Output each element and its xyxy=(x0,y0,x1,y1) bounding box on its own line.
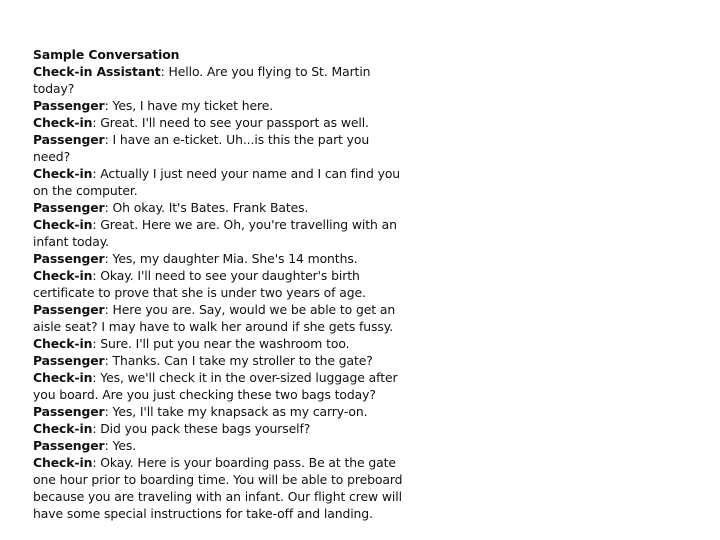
dialogue-line xyxy=(33,250,403,267)
dialogue-text: : Here you are. Say, would we be able to get an aisle seat? I may have to walk her around if she gets fussy. xyxy=(33,302,396,334)
dialogue-line xyxy=(33,114,403,131)
speaker-label: Check-in xyxy=(33,421,93,436)
speaker-label: Passenger xyxy=(33,132,105,147)
dialogue-line xyxy=(33,403,403,420)
speaker-label: Check-in xyxy=(33,370,93,385)
dialogue-text: : Thanks. Can I take my stroller to the gate? xyxy=(104,353,373,368)
speaker-label: Passenger xyxy=(33,302,105,317)
dialogue-text: : Yes, my daughter Mia. She's 14 months. xyxy=(104,251,358,266)
dialogue-text: : Oh okay. It's Bates. Frank Bates. xyxy=(104,200,309,215)
dialogue-line xyxy=(33,97,403,114)
speaker-label: Check-in Assistant xyxy=(33,64,161,79)
speaker-label: Check-in xyxy=(33,336,93,351)
speaker-label: Check-in xyxy=(33,268,93,283)
speaker-label: Passenger xyxy=(33,404,105,419)
dialogue-line xyxy=(33,267,403,301)
dialogue-line xyxy=(33,216,403,250)
dialogue-text: : Okay. I'll need to see your daughter's birth certificate to prove that she is under two years of age. xyxy=(33,268,366,300)
speaker-label: Check-in xyxy=(33,115,93,130)
dialogue-line xyxy=(33,454,403,522)
conversation-title: Sample Conversation xyxy=(33,47,180,62)
dialogue-line xyxy=(33,437,403,454)
conversation-text-block xyxy=(33,46,403,522)
dialogue-line xyxy=(33,301,403,335)
dialogue-line xyxy=(33,420,403,437)
dialogue-line xyxy=(33,199,403,216)
speaker-label: Check-in xyxy=(33,217,93,232)
speaker-label: Passenger xyxy=(33,251,105,266)
dialogue-line xyxy=(33,369,403,403)
dialogue-text: : Great. I'll need to see your passport as well. xyxy=(92,115,369,130)
dialogue-text: : Yes, I have my ticket here. xyxy=(104,98,274,113)
speaker-label: Passenger xyxy=(33,200,105,215)
dialogue-line xyxy=(33,131,403,165)
dialogue-text: : Sure. I'll put you near the washroom too. xyxy=(92,336,350,351)
speaker-label: Passenger xyxy=(33,98,105,113)
dialogue-line xyxy=(33,165,403,199)
dialogue-line xyxy=(33,352,403,369)
dialogue-line xyxy=(33,335,403,352)
dialogue-text: : Hello. Are you flying to St. Martin today? xyxy=(33,64,371,96)
dialogue-text: : I have an e-ticket. Uh...is this the part you need? xyxy=(33,132,370,164)
speaker-label: Check-in xyxy=(33,166,93,181)
speaker-label: Passenger xyxy=(33,438,105,453)
dialogue-line xyxy=(33,63,403,97)
dialogue-text: : Actually I just need your name and I can find you on the computer. xyxy=(33,166,401,198)
dialogue-text: : Yes, I'll take my knapsack as my carry-on. xyxy=(104,404,368,419)
dialogue-text: : Okay. Here is your boarding pass. Be at the gate one hour prior to boarding time. You will be able to preboard because you are traveling with an infant. Our flight crew will have some special instructions for take-off and landing. xyxy=(33,455,403,521)
dialogue-text: : Great. Here we are. Oh, you're travelling with an infant today. xyxy=(33,217,397,249)
dialogue-text: : Yes. xyxy=(104,438,137,453)
speaker-label: Check-in xyxy=(33,455,93,470)
conversation-lines xyxy=(33,63,403,522)
dialogue-text: : Did you pack these bags yourself? xyxy=(92,421,311,436)
speaker-label: Passenger xyxy=(33,353,105,368)
dialogue-text: : Yes, we'll check it in the over-sized luggage after you board. Are you just checking these two bags today? xyxy=(33,370,398,402)
